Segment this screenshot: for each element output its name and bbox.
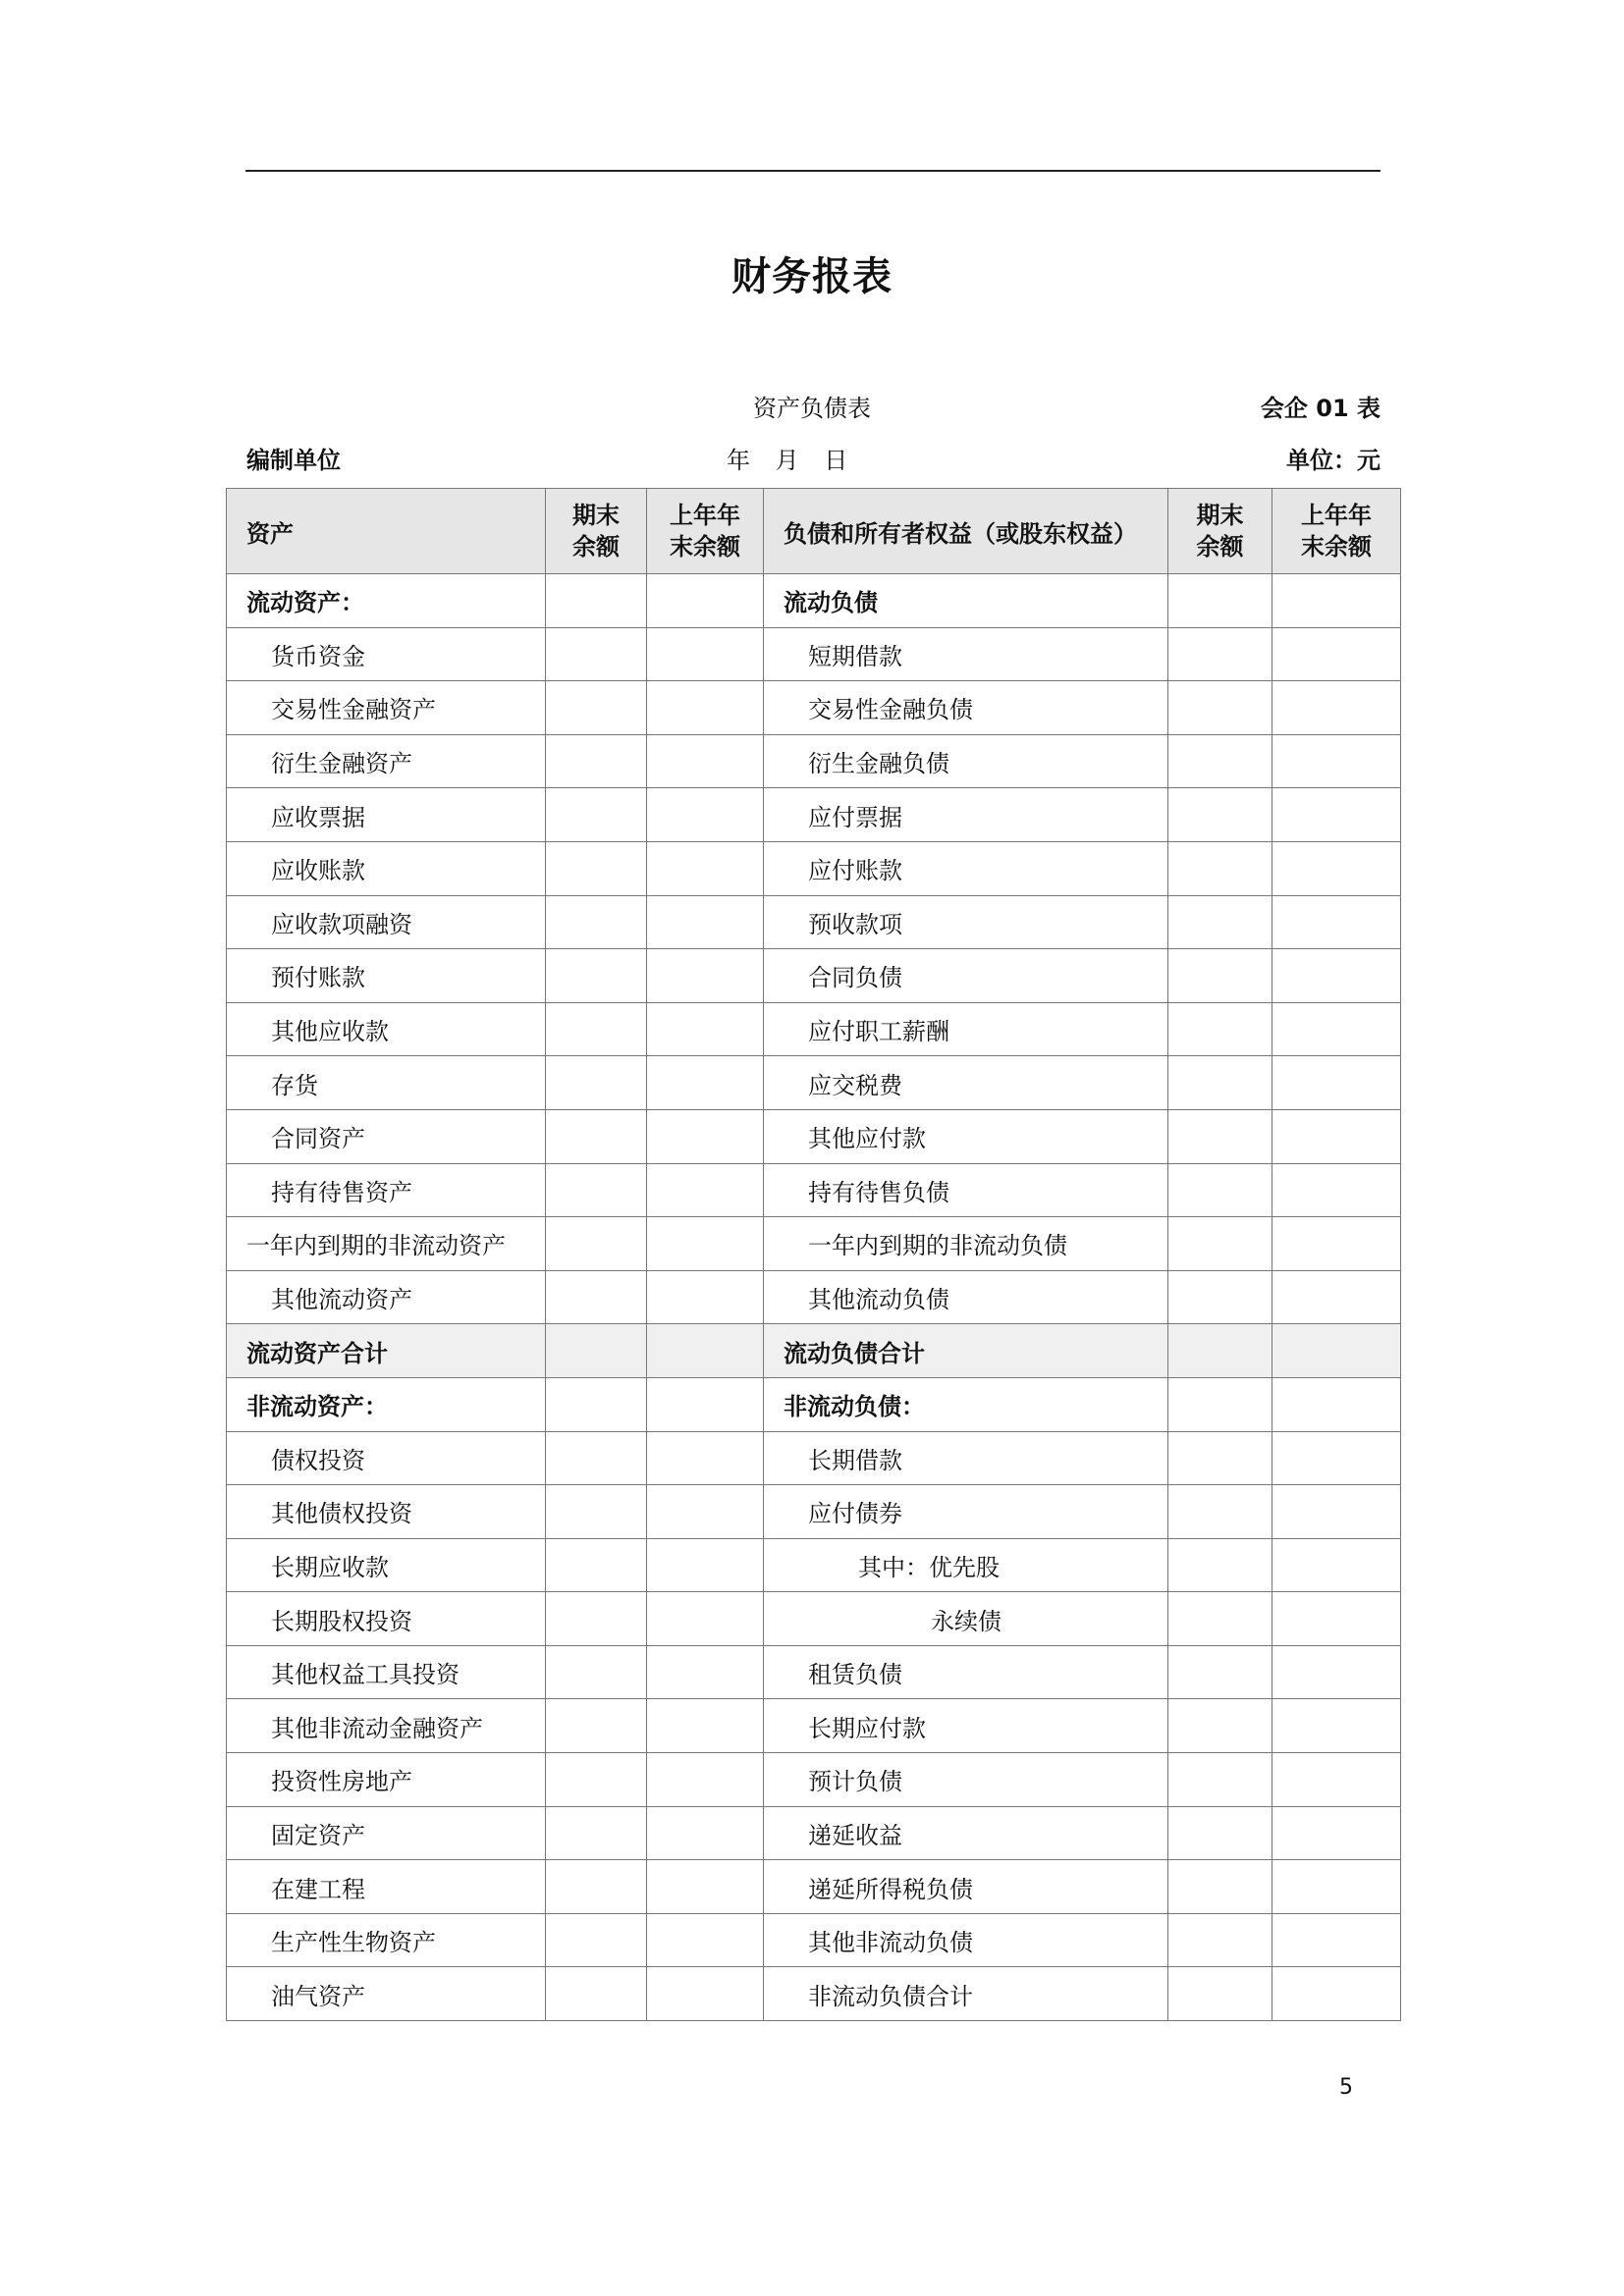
row-asset-prior-balance <box>647 1967 764 2021</box>
row-liability-label: 其他非流动负债 <box>764 1913 1168 1967</box>
row-liability-label: 应付票据 <box>764 788 1168 842</box>
table-row <box>227 1645 1401 1699</box>
balance-sheet-table <box>226 488 1401 2021</box>
row-liability-label: 长期应付款 <box>764 1699 1168 1753</box>
row-liability-prior-balance <box>1272 1538 1401 1592</box>
row-liability-end-balance <box>1168 1377 1272 1431</box>
row-liability-prior-balance <box>1272 1860 1401 1914</box>
row-liability-end-balance <box>1168 681 1272 735</box>
row-liability-end-balance <box>1168 1324 1272 1378</box>
row-liability-prior-balance <box>1272 574 1401 628</box>
table-row <box>227 1217 1401 1271</box>
row-liability-end-balance <box>1168 1270 1272 1324</box>
row-asset-end-balance <box>546 1538 647 1592</box>
row-liability-end-balance <box>1168 574 1272 628</box>
row-asset-label: 衍生金融资产 <box>227 734 546 788</box>
row-asset-prior-balance <box>647 1217 764 1271</box>
row-asset-label: 生产性生物资产 <box>227 1913 546 1967</box>
row-liability-end-balance <box>1168 1163 1272 1217</box>
row-liability-end-balance <box>1168 1806 1272 1860</box>
row-asset-end-balance <box>546 1002 647 1056</box>
row-liability-prior-balance <box>1272 1967 1401 2021</box>
row-asset-prior-balance <box>647 1699 764 1753</box>
row-asset-label: 流动资产： <box>227 574 546 628</box>
row-asset-end-balance <box>546 1270 647 1324</box>
row-asset-label: 在建工程 <box>227 1860 546 1914</box>
row-liability-prior-balance <box>1272 1163 1401 1217</box>
row-asset-label: 固定资产 <box>227 1806 546 1860</box>
table-row <box>227 1967 1401 2021</box>
table-row <box>227 841 1401 895</box>
row-asset-end-balance <box>546 895 647 949</box>
header-end-balance: 期末 余额 <box>546 489 647 574</box>
row-asset-label: 其他权益工具投资 <box>227 1645 546 1699</box>
row-liability-end-balance <box>1168 1002 1272 1056</box>
row-liability-end-balance <box>1168 1431 1272 1485</box>
unit-label: 单位：元 <box>1286 447 1380 474</box>
row-liability-prior-balance <box>1272 1645 1401 1699</box>
table-row <box>227 1109 1401 1163</box>
row-liability-label: 应交税费 <box>764 1056 1168 1110</box>
row-asset-prior-balance <box>647 1913 764 1967</box>
row-asset-prior-balance <box>647 895 764 949</box>
row-liability-prior-balance <box>1272 1217 1401 1271</box>
row-asset-prior-balance <box>647 1056 764 1110</box>
row-liability-prior-balance <box>1272 1431 1401 1485</box>
row-asset-label: 长期应收款 <box>227 1538 546 1592</box>
row-liability-label: 合同负债 <box>764 949 1168 1003</box>
row-liability-prior-balance <box>1272 1753 1401 1807</box>
row-asset-prior-balance <box>647 574 764 628</box>
row-liability-prior-balance <box>1272 1109 1401 1163</box>
row-liability-prior-balance <box>1272 734 1401 788</box>
table-row <box>227 1163 1401 1217</box>
row-liability-label: 非流动负债合计 <box>764 1967 1168 2021</box>
row-asset-prior-balance <box>647 1860 764 1914</box>
row-asset-prior-balance <box>647 681 764 735</box>
row-asset-end-balance <box>546 1377 647 1431</box>
row-asset-end-balance <box>546 574 647 628</box>
row-liability-end-balance <box>1168 1538 1272 1592</box>
row-asset-prior-balance <box>647 627 764 681</box>
row-asset-label: 合同资产 <box>227 1109 546 1163</box>
row-asset-end-balance <box>546 1109 647 1163</box>
table-row <box>227 1056 1401 1110</box>
row-asset-prior-balance <box>647 1645 764 1699</box>
row-asset-prior-balance <box>647 1753 764 1807</box>
table-row <box>227 1538 1401 1592</box>
table-row <box>227 1699 1401 1753</box>
table-row <box>227 1860 1401 1914</box>
row-liability-end-balance <box>1168 1967 1272 2021</box>
row-liability-label: 持有待售负债 <box>764 1163 1168 1217</box>
row-liability-label: 衍生金融负债 <box>764 734 1168 788</box>
row-liability-label: 预收款项 <box>764 895 1168 949</box>
row-asset-label: 债权投资 <box>227 1431 546 1485</box>
row-asset-label: 非流动资产： <box>227 1377 546 1431</box>
row-asset-label: 其他非流动金融资产 <box>227 1699 546 1753</box>
row-asset-end-balance <box>546 627 647 681</box>
row-asset-end-balance <box>546 1699 647 1753</box>
date-line: 年 月 日 <box>727 447 848 474</box>
table-row <box>227 1377 1401 1431</box>
row-asset-end-balance <box>546 1217 647 1271</box>
row-asset-prior-balance <box>647 1592 764 1646</box>
table-row <box>227 627 1401 681</box>
table-row <box>227 734 1401 788</box>
row-liability-label: 应付职工薪酬 <box>764 1002 1168 1056</box>
row-asset-label: 流动资产合计 <box>227 1324 546 1378</box>
header-prior-balance-right: 上年年 末余额 <box>1272 489 1401 574</box>
table-row <box>227 949 1401 1003</box>
row-asset-label: 其他流动资产 <box>227 1270 546 1324</box>
prepared-by-label: 编制单位 <box>246 447 341 474</box>
row-asset-label: 货币资金 <box>227 627 546 681</box>
row-liability-end-balance <box>1168 734 1272 788</box>
row-asset-prior-balance <box>647 1270 764 1324</box>
row-liability-label: 流动负债合计 <box>764 1324 1168 1378</box>
table-row <box>227 574 1401 628</box>
row-liability-prior-balance <box>1272 1699 1401 1753</box>
row-asset-end-balance <box>546 788 647 842</box>
table-row <box>227 1806 1401 1860</box>
row-liability-end-balance <box>1168 841 1272 895</box>
row-asset-label: 投资性房地产 <box>227 1753 546 1807</box>
row-liability-label: 递延收益 <box>764 1806 1168 1860</box>
page-title: 财务报表 <box>731 254 893 299</box>
row-asset-label: 长期股权投资 <box>227 1592 546 1646</box>
row-liability-label: 其他应付款 <box>764 1109 1168 1163</box>
row-asset-end-balance <box>546 1056 647 1110</box>
row-asset-prior-balance <box>647 1806 764 1860</box>
row-asset-label: 其他债权投资 <box>227 1485 546 1539</box>
row-liability-label: 应付账款 <box>764 841 1168 895</box>
table-row <box>227 1592 1401 1646</box>
row-liability-prior-balance <box>1272 681 1401 735</box>
table-row <box>227 1431 1401 1485</box>
row-asset-end-balance <box>546 1645 647 1699</box>
row-asset-label: 一年内到期的非流动资产 <box>227 1217 546 1271</box>
row-asset-prior-balance <box>647 1485 764 1539</box>
table-row <box>227 1753 1401 1807</box>
table-row <box>227 788 1401 842</box>
row-liability-label: 非流动负债： <box>764 1377 1168 1431</box>
row-asset-label: 预付账款 <box>227 949 546 1003</box>
row-asset-end-balance <box>546 841 647 895</box>
row-liability-prior-balance <box>1272 1377 1401 1431</box>
row-asset-prior-balance <box>647 1163 764 1217</box>
table-row <box>227 895 1401 949</box>
row-asset-label: 其他应收款 <box>227 1002 546 1056</box>
row-liability-end-balance <box>1168 949 1272 1003</box>
row-asset-prior-balance <box>647 1324 764 1378</box>
row-liability-label: 其中：优先股 <box>764 1538 1168 1592</box>
row-liability-prior-balance <box>1272 949 1401 1003</box>
row-asset-end-balance <box>546 1913 647 1967</box>
row-asset-label: 应收票据 <box>227 788 546 842</box>
table-row <box>227 1485 1401 1539</box>
row-liability-prior-balance <box>1272 841 1401 895</box>
row-liability-label: 应付债券 <box>764 1485 1168 1539</box>
row-asset-label: 交易性金融资产 <box>227 681 546 735</box>
row-liability-end-balance <box>1168 895 1272 949</box>
row-asset-end-balance <box>546 1485 647 1539</box>
row-liability-end-balance <box>1168 1645 1272 1699</box>
row-asset-prior-balance <box>647 1538 764 1592</box>
row-liability-label: 短期借款 <box>764 627 1168 681</box>
row-liability-end-balance <box>1168 1860 1272 1914</box>
row-liability-label: 永续债 <box>764 1592 1168 1646</box>
row-liability-label: 长期借款 <box>764 1431 1168 1485</box>
row-liability-end-balance <box>1168 1217 1272 1271</box>
header-end-balance-right: 期末 余额 <box>1168 489 1272 574</box>
row-liability-label: 递延所得税负债 <box>764 1860 1168 1914</box>
table-row <box>227 681 1401 735</box>
statement-subtitle: 资产负债表 <box>753 395 871 422</box>
row-asset-prior-balance <box>647 949 764 1003</box>
row-asset-end-balance <box>546 1431 647 1485</box>
row-asset-end-balance <box>546 1860 647 1914</box>
row-liability-end-balance <box>1168 627 1272 681</box>
row-liability-end-balance <box>1168 1699 1272 1753</box>
row-asset-end-balance <box>546 1324 647 1378</box>
row-asset-label: 持有待售资产 <box>227 1163 546 1217</box>
table-row <box>227 1002 1401 1056</box>
table-header-row <box>227 489 1401 574</box>
row-asset-label: 应收款项融资 <box>227 895 546 949</box>
row-liability-prior-balance <box>1272 1592 1401 1646</box>
row-asset-prior-balance <box>647 1002 764 1056</box>
row-asset-end-balance <box>546 949 647 1003</box>
row-asset-end-balance <box>546 1967 647 2021</box>
row-liability-end-balance <box>1168 1056 1272 1110</box>
page-number: 5 <box>1339 2075 1353 2100</box>
row-liability-end-balance <box>1168 1753 1272 1807</box>
row-liability-prior-balance <box>1272 1324 1401 1378</box>
row-asset-prior-balance <box>647 1377 764 1431</box>
row-liability-label: 流动负债 <box>764 574 1168 628</box>
row-liability-prior-balance <box>1272 895 1401 949</box>
row-liability-prior-balance <box>1272 1056 1401 1110</box>
row-asset-prior-balance <box>647 734 764 788</box>
row-liability-prior-balance <box>1272 1002 1401 1056</box>
row-liability-end-balance <box>1168 1913 1272 1967</box>
row-asset-prior-balance <box>647 841 764 895</box>
row-asset-label: 油气资产 <box>227 1967 546 2021</box>
row-asset-end-balance <box>546 1163 647 1217</box>
row-asset-prior-balance <box>647 1109 764 1163</box>
row-liability-prior-balance <box>1272 1270 1401 1324</box>
row-asset-prior-balance <box>647 1431 764 1485</box>
table-row <box>227 1913 1401 1967</box>
row-liability-prior-balance <box>1272 1485 1401 1539</box>
row-asset-end-balance <box>546 734 647 788</box>
row-liability-label: 其他流动负债 <box>764 1270 1168 1324</box>
row-asset-end-balance <box>546 1806 647 1860</box>
row-liability-end-balance <box>1168 1485 1272 1539</box>
row-liability-prior-balance <box>1272 627 1401 681</box>
row-asset-prior-balance <box>647 788 764 842</box>
row-liability-end-balance <box>1168 788 1272 842</box>
row-liability-prior-balance <box>1272 788 1401 842</box>
header-liabilities: 负债和所有者权益（或股东权益） <box>764 489 1168 574</box>
table-row <box>227 1270 1401 1324</box>
row-liability-label: 预计负债 <box>764 1753 1168 1807</box>
table-row <box>227 1324 1401 1378</box>
row-liability-prior-balance <box>1272 1806 1401 1860</box>
row-liability-end-balance <box>1168 1109 1272 1163</box>
row-asset-end-balance <box>546 1753 647 1807</box>
row-liability-end-balance <box>1168 1592 1272 1646</box>
row-asset-label: 存货 <box>227 1056 546 1110</box>
row-liability-prior-balance <box>1272 1913 1401 1967</box>
row-liability-label: 交易性金融负债 <box>764 681 1168 735</box>
row-liability-label: 一年内到期的非流动负债 <box>764 1217 1168 1271</box>
header-prior-balance: 上年年 末余额 <box>647 489 764 574</box>
row-asset-label: 应收账款 <box>227 841 546 895</box>
header-assets: 资产 <box>227 489 546 574</box>
row-liability-label: 租赁负债 <box>764 1645 1168 1699</box>
form-code: 会企 01 表 <box>1260 395 1380 422</box>
row-asset-end-balance <box>546 1592 647 1646</box>
row-asset-end-balance <box>546 681 647 735</box>
header-rule <box>245 170 1380 172</box>
